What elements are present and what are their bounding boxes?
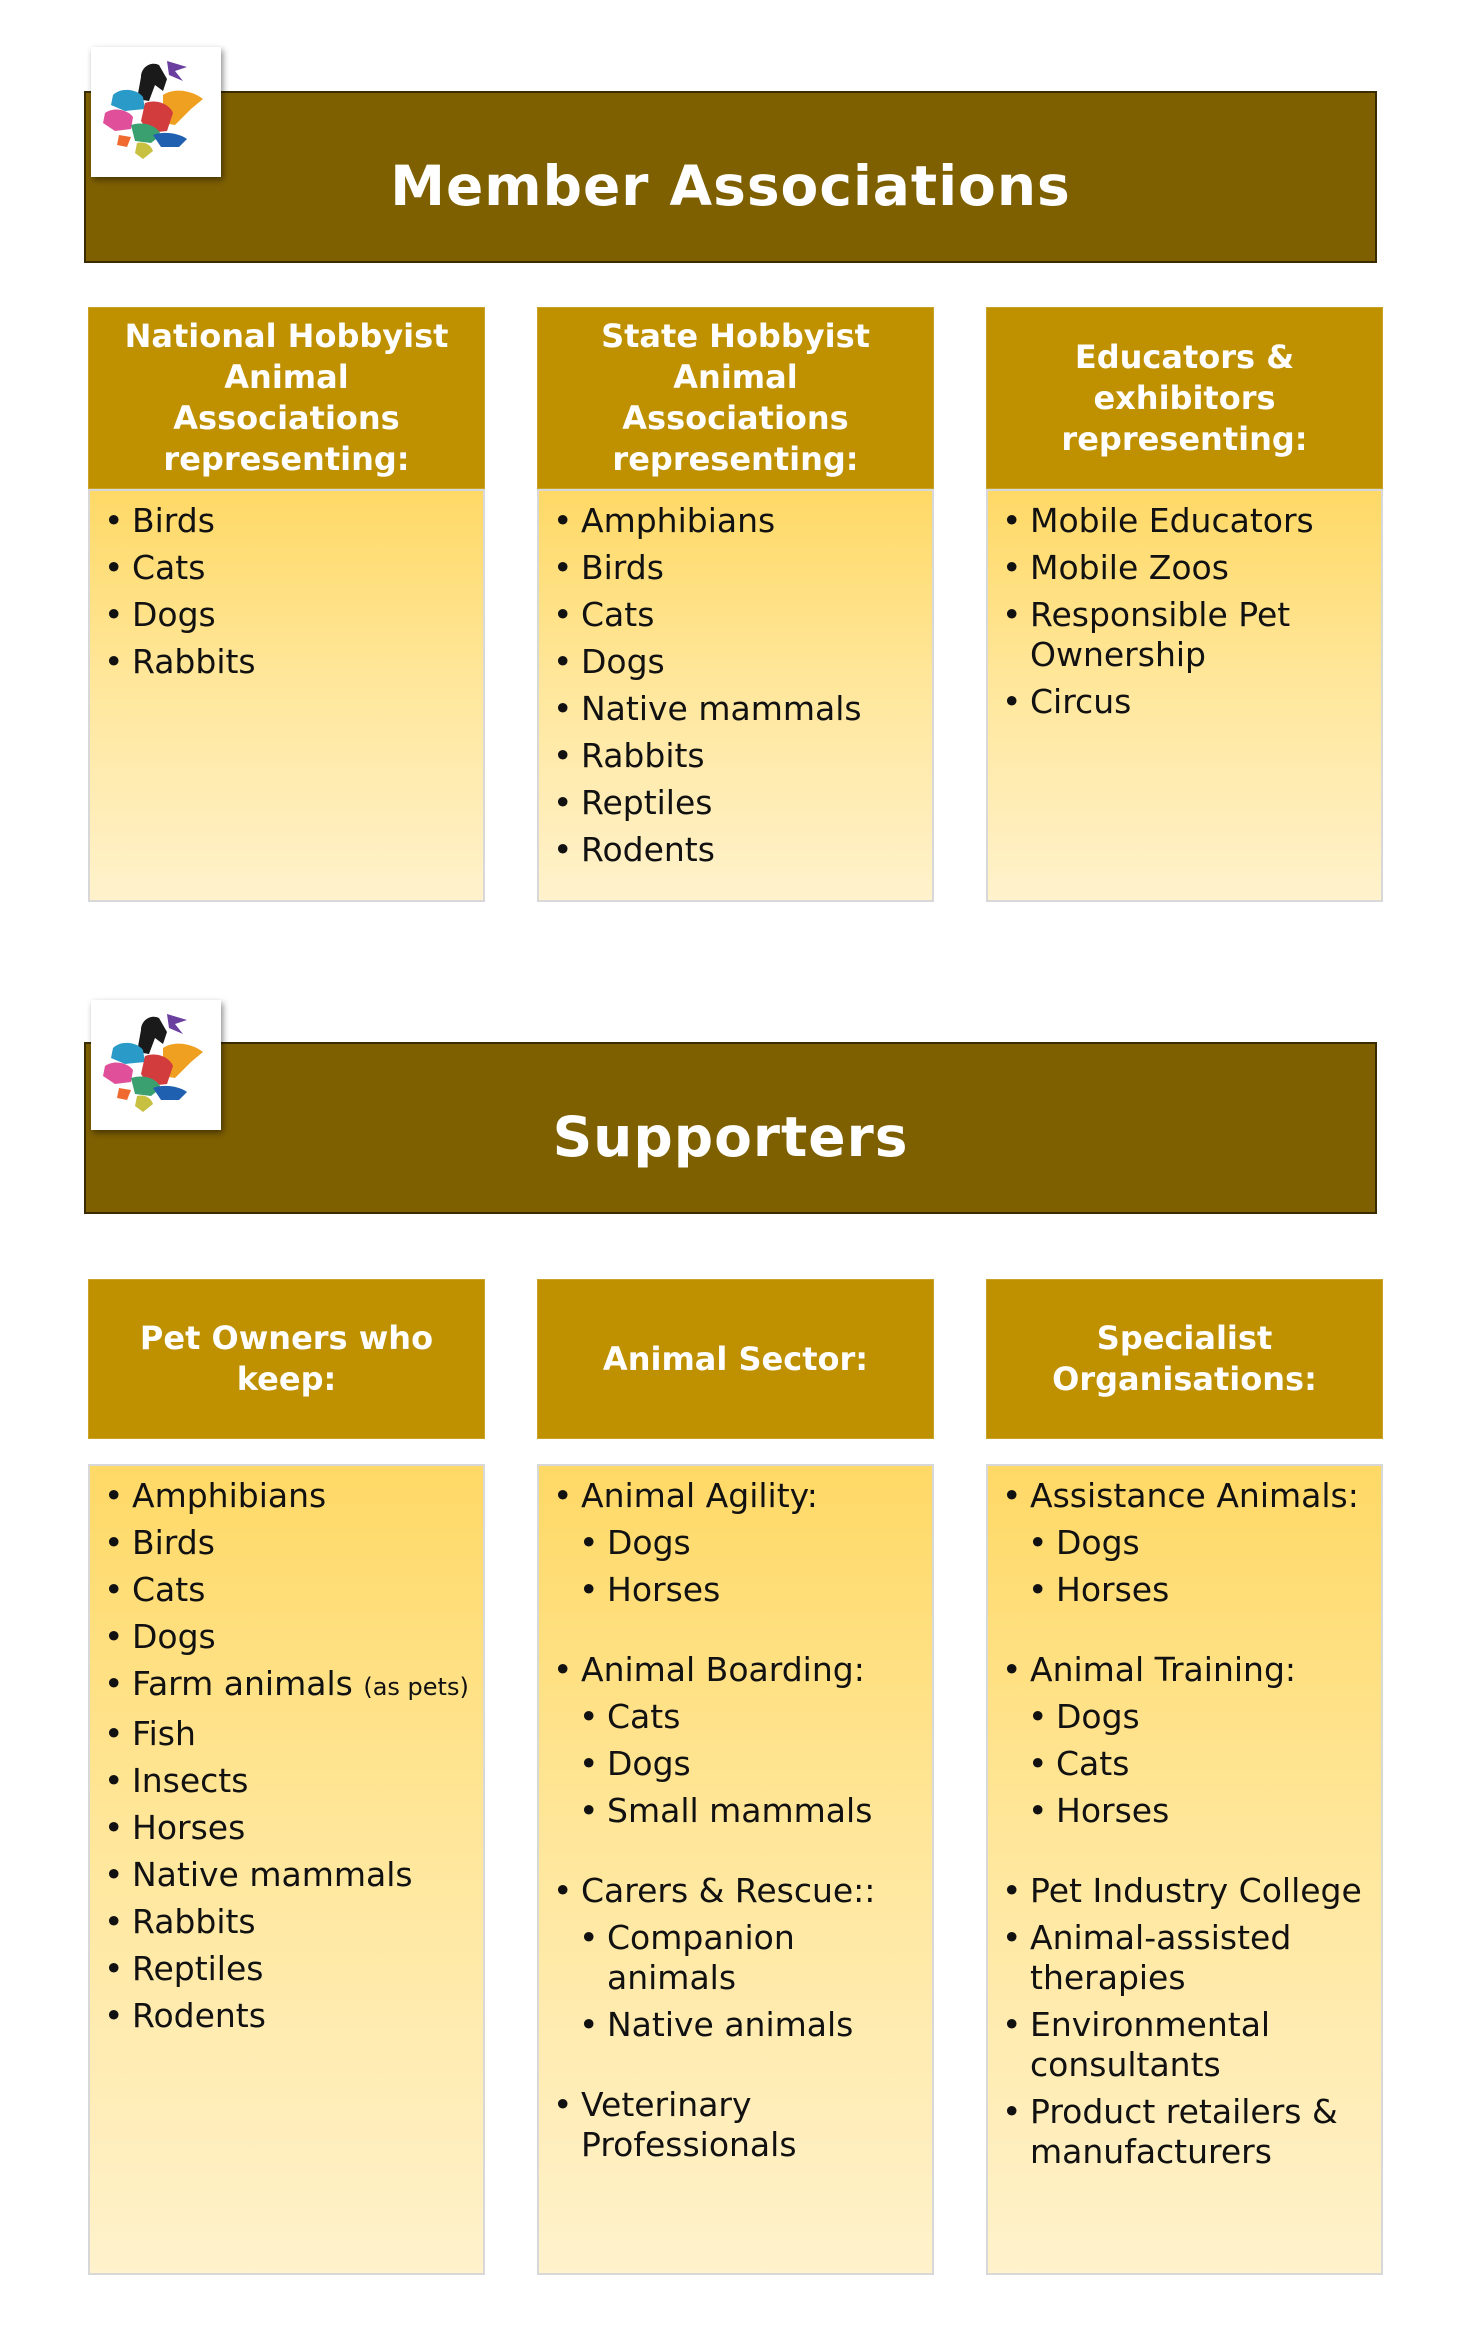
list-item [1002, 548, 1367, 588]
list-item [553, 1871, 918, 1911]
column-header-educators: Educators & exhibitors representing: [986, 307, 1383, 489]
animal-silhouettes-logo-icon [91, 1000, 221, 1130]
list-item [553, 548, 918, 588]
list-item-text: Veterinary Professionals [581, 2085, 797, 2164]
item-list [104, 1476, 469, 2036]
list-item [104, 1476, 469, 1516]
sub-list-item [553, 1918, 918, 1998]
list-item [553, 1650, 918, 1690]
sub-list-item [1002, 1744, 1367, 1784]
list-item [104, 548, 469, 588]
list-item [104, 1523, 469, 1563]
list-item-text: Product retailers & manufacturers [1030, 2092, 1338, 2171]
list-item-text: Companion animals [607, 1918, 795, 1997]
list-item [553, 595, 918, 635]
list-item [1002, 682, 1367, 722]
animal-silhouettes-logo-icon [91, 47, 221, 177]
item-list [1002, 501, 1367, 722]
list-item [104, 1714, 469, 1754]
list-item-text: Animal Boarding: [581, 1650, 865, 1689]
list-item-text: Cats [132, 1570, 206, 1609]
list-item-note: (as pets) [363, 1673, 469, 1701]
list-item-text: Native mammals [132, 1855, 413, 1894]
list-item [1002, 1650, 1367, 1690]
column-header-national: National Hobbyist Animal Associations representing: [88, 307, 485, 489]
sub-list-item [553, 2005, 918, 2045]
sub-list-item [553, 1570, 918, 1610]
list-item [104, 1808, 469, 1848]
list-item-text: Cats [581, 595, 655, 634]
list-item [1002, 1918, 1367, 1998]
list-item-text: Dogs [581, 642, 665, 681]
list-item [104, 1949, 469, 1989]
section-banner-member-associations [84, 91, 1377, 263]
list-item [1002, 2005, 1367, 2085]
list-item [553, 2085, 918, 2165]
list-item [1002, 1476, 1367, 1516]
sub-list-item [553, 1744, 918, 1784]
list-item-text: Native animals [607, 2005, 854, 2044]
list-item-text: Cats [607, 1697, 681, 1736]
list-item-text: Amphibians [132, 1476, 327, 1515]
list-item-text: Rodents [132, 1996, 266, 2035]
list-item [553, 736, 918, 776]
list-item-text: Horses [132, 1808, 246, 1847]
list-item-text: Cats [1056, 1744, 1130, 1783]
item-list [1002, 1476, 1367, 2172]
list-item-text: Cats [132, 548, 206, 587]
sub-list-item [553, 1791, 918, 1831]
list-item-text: Birds [132, 501, 215, 540]
list-item-text: Amphibians [581, 501, 776, 540]
list-item [104, 1855, 469, 1895]
list-item [1002, 1871, 1367, 1911]
list-item-text: Reptiles [581, 783, 713, 822]
list-item-text: Native mammals [581, 689, 862, 728]
list-item-text: Horses [1056, 1791, 1170, 1830]
list-item [1002, 501, 1367, 541]
column-body-state [537, 489, 934, 902]
sub-list-item [553, 1697, 918, 1737]
list-item-text: Environmental consultants [1030, 2005, 1271, 2084]
list-item-text: Dogs [1056, 1697, 1140, 1736]
list-item-text: Birds [132, 1523, 215, 1562]
list-item [104, 1664, 469, 1707]
list-item-text: Pet Industry College [1030, 1871, 1362, 1910]
list-item [104, 1617, 469, 1657]
column-body-pet-owners [88, 1464, 485, 2275]
item-list [104, 501, 469, 682]
list-item-text: Mobile Educators [1030, 501, 1314, 540]
column-body-specialist [986, 1464, 1383, 2275]
section-title: Supporters [552, 1105, 909, 1169]
column-header-state: State Hobbyist Animal Associations representing: [537, 307, 934, 489]
list-item-text: Horses [1056, 1570, 1170, 1609]
list-item [104, 642, 469, 682]
sub-list-item [1002, 1523, 1367, 1563]
list-item-text: Animal-assisted therapies [1030, 1918, 1292, 1997]
list-item-text: Reptiles [132, 1949, 264, 1988]
sub-list-item [1002, 1570, 1367, 1610]
list-item [1002, 595, 1367, 675]
list-item-text: Birds [581, 548, 664, 587]
list-item-text: Small mammals [607, 1791, 873, 1830]
column-header-pet-owners: Pet Owners who keep: [88, 1279, 485, 1439]
list-item-text: Rabbits [132, 1902, 256, 1941]
list-item-text: Dogs [1056, 1523, 1140, 1562]
list-item-text: Mobile Zoos [1030, 548, 1229, 587]
list-item-text: Circus [1030, 682, 1132, 721]
list-item-text: Dogs [607, 1523, 691, 1562]
list-item-text: Horses [607, 1570, 721, 1609]
item-list [553, 501, 918, 870]
list-item-text: Responsible Pet Ownership [1030, 595, 1291, 674]
list-item-text: Animal Agility: [581, 1476, 818, 1515]
section-banner-supporters [84, 1042, 1377, 1214]
list-item [553, 783, 918, 823]
list-item [553, 830, 918, 870]
list-item [553, 642, 918, 682]
list-item [553, 501, 918, 541]
list-item-text: Insects [132, 1761, 249, 1800]
list-item-text: Dogs [132, 1617, 216, 1656]
list-item [1002, 2092, 1367, 2172]
section-title: Member Associations [390, 154, 1071, 218]
list-item [104, 595, 469, 635]
column-body-animal-sector [537, 1464, 934, 2275]
column-header-animal-sector: Animal Sector: [537, 1279, 934, 1439]
sub-list-item [1002, 1697, 1367, 1737]
list-item-text: Rodents [581, 830, 715, 869]
list-item [104, 1996, 469, 2036]
list-item-text: Carers & Rescue:: [581, 1871, 876, 1910]
list-item [104, 501, 469, 541]
column-body-educators [986, 489, 1383, 902]
sub-list-item [553, 1523, 918, 1563]
column-header-specialist: Specialist Organisations: [986, 1279, 1383, 1439]
list-item [104, 1570, 469, 1610]
list-item [104, 1761, 469, 1801]
list-item-text: Dogs [132, 595, 216, 634]
list-item-text: Assistance Animals: [1030, 1476, 1359, 1515]
list-item-text: Rabbits [132, 642, 256, 681]
list-item-text: Rabbits [581, 736, 705, 775]
list-item [553, 689, 918, 729]
list-item [104, 1902, 469, 1942]
list-item-text: Fish [132, 1714, 196, 1753]
column-body-national [88, 489, 485, 902]
list-item-text: Dogs [607, 1744, 691, 1783]
sub-list-item [1002, 1791, 1367, 1831]
list-item [553, 1476, 918, 1516]
item-list [553, 1476, 918, 2165]
list-item-text: Animal Training: [1030, 1650, 1297, 1689]
list-item-text: Farm animals [132, 1664, 353, 1703]
